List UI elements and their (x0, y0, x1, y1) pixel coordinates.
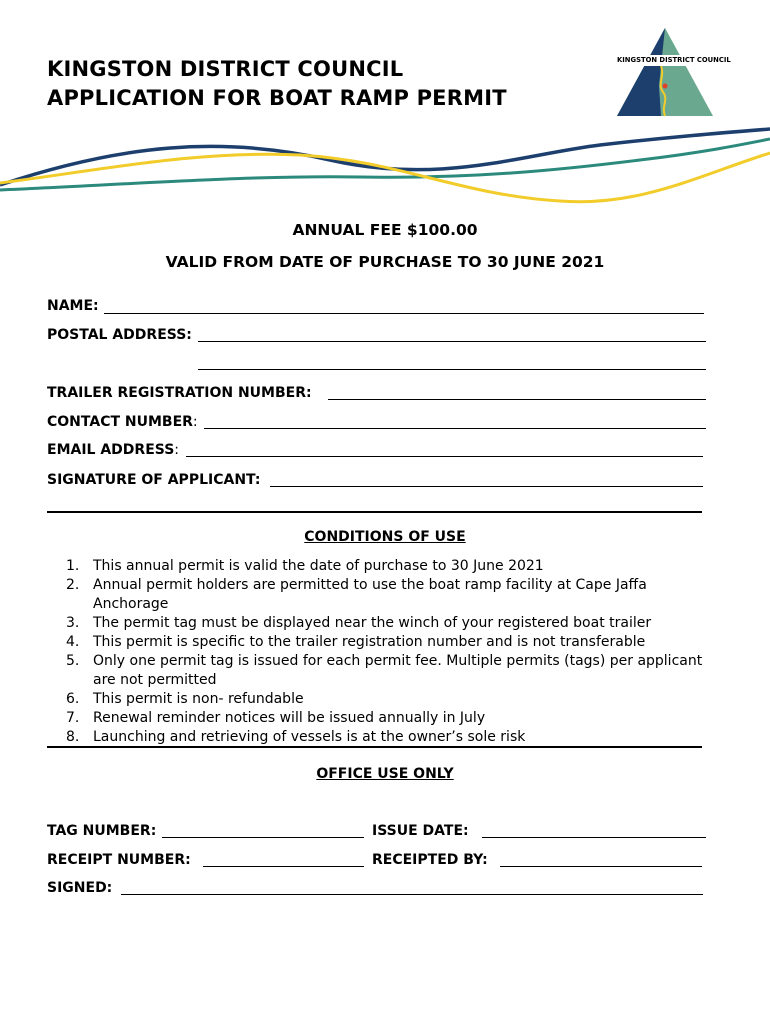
contact-number-label (47, 414, 198, 434)
conditions-heading: CONDITIONS OF USE (304, 529, 466, 545)
contact-number-input-line[interactable] (204, 428, 706, 429)
name-label: NAME: (47, 298, 99, 314)
receipted-by-label: RECEIPTED BY: (372, 852, 488, 868)
email-address-colon: : (174, 442, 180, 458)
validity-period: VALID FROM DATE OF PURCHASE TO 30 JUNE 2021 (165, 253, 605, 271)
receipt-number-input-line[interactable] (203, 866, 364, 867)
condition-item: 6. This permit is non- refundable (66, 691, 304, 707)
contact-number-text: CONTACT NUMBER (47, 414, 193, 430)
issue-date-label: ISSUE DATE: (372, 823, 469, 839)
signature-input-line[interactable] (270, 486, 703, 487)
council-logo (615, 26, 731, 118)
section-divider-2 (47, 746, 702, 748)
form-title: APPLICATION FOR BOAT RAMP PERMIT (47, 86, 507, 110)
email-address-label (47, 442, 179, 462)
contact-number-colon: : (192, 414, 198, 430)
email-address-text: EMAIL ADDRESS (47, 442, 175, 458)
trailer-registration-label: TRAILER REGISTRATION NUMBER: (47, 385, 312, 401)
postal-address-input-line[interactable] (198, 341, 706, 342)
logo-label: KINGSTON DISTRICT COUNCIL (617, 56, 731, 64)
signed-input-line[interactable] (121, 894, 703, 895)
wave-banner (0, 115, 770, 215)
condition-item: 2. Annual permit holders are permitted to use the boat ramp facility at Cape Jaffa Anchorage (66, 577, 647, 612)
signed-label: SIGNED: (47, 880, 113, 896)
condition-item: 4. This permit is specific to the trailer registration number and is not transferable (66, 634, 646, 650)
postal-address-input-line-2[interactable] (198, 369, 706, 370)
email-address-input-line[interactable] (186, 456, 703, 457)
name-input-line[interactable] (104, 313, 704, 314)
condition-item: 8. Launching and retrieving of vessels is at the owner’s sole risk (66, 729, 526, 745)
office-use-heading: OFFICE USE ONLY (316, 766, 454, 782)
conditions-list (66, 557, 726, 747)
trailer-registration-input-line[interactable] (328, 399, 706, 400)
condition-item: 1. This annual permit is valid the date of purchase to 30 June 2021 (66, 558, 544, 574)
council-name: KINGSTON DISTRICT COUNCIL (47, 57, 404, 81)
receipted-by-input-line[interactable] (500, 866, 702, 867)
section-divider-1 (47, 511, 702, 513)
condition-item: 3. The permit tag must be displayed near the winch of your registered boat trailer (66, 615, 652, 631)
condition-item: 7. Renewal reminder notices will be issued annually in July (66, 710, 486, 726)
receipt-number-label: RECEIPT NUMBER: (47, 852, 191, 868)
signature-label: SIGNATURE OF APPLICANT: (47, 472, 261, 488)
issue-date-input-line[interactable] (482, 837, 706, 838)
condition-item: 5. Only one permit tag is issued for each permit fee. Multiple permits (tags) per applicant are not permitted (66, 653, 703, 688)
document-title (47, 55, 507, 113)
tag-number-label: TAG NUMBER: (47, 823, 157, 839)
postal-address-label: POSTAL ADDRESS: (47, 327, 192, 343)
tag-number-input-line[interactable] (162, 837, 364, 838)
annual-fee: ANNUAL FEE $100.00 (292, 221, 478, 239)
